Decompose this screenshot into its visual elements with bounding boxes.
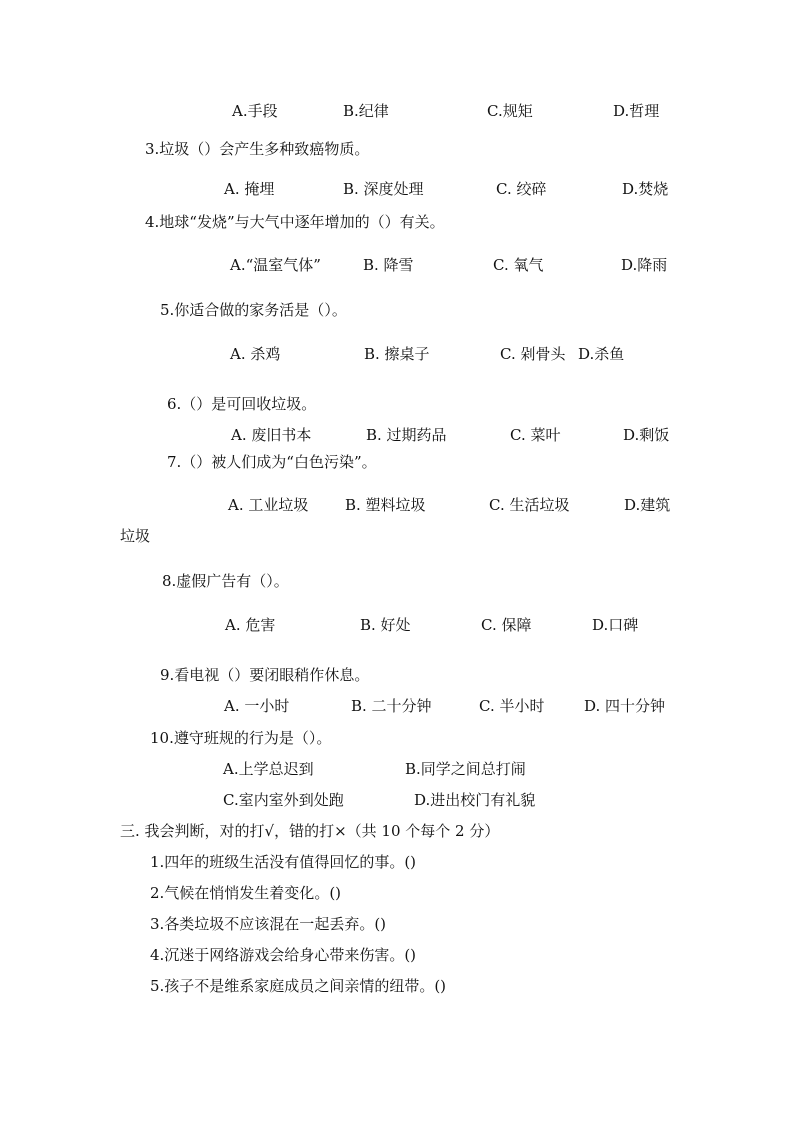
- q3-option-d: D.焚烧: [622, 180, 669, 198]
- q8-stem: 8.虚假广告有（）。: [162, 572, 289, 590]
- q7-option-d: D.建筑: [624, 496, 671, 514]
- q9-option-b: B. 二十分钟: [351, 697, 432, 715]
- q6-option-d: D.剩饭: [623, 426, 670, 444]
- q7-option-a: A. 工业垃圾: [228, 496, 309, 514]
- q8-option-b: B. 好处: [360, 616, 411, 634]
- q10-option-d: D.进出校门有礼貌: [414, 791, 536, 809]
- judgment-item-5: 5.孩子不是维系家庭成员之间亲情的纽带。(): [150, 977, 447, 995]
- q5-stem: 5.你适合做的家务活是（）。: [160, 301, 347, 319]
- q3-option-b: B. 深度处理: [343, 180, 424, 198]
- q3-stem: 3.垃圾（）会产生多种致癌物质。: [145, 140, 370, 158]
- q9-option-c: C. 半小时: [479, 697, 545, 715]
- q7-stem: 7.（）被人们成为“白色污染”。: [167, 453, 377, 471]
- q4-option-a: A.“温室气体”: [230, 256, 321, 274]
- q2-option-a: A.手段: [232, 102, 278, 120]
- q10-option-b: B.同学之间总打闹: [405, 760, 526, 778]
- q5-option-c: C. 剁骨头: [500, 345, 566, 363]
- q9-option-d: D. 四十分钟: [584, 697, 666, 715]
- q3-option-a: A. 掩埋: [224, 180, 275, 198]
- judgment-item-1: 1.四年的班级生活没有值得回忆的事。(): [150, 853, 417, 871]
- judgment-item-4: 4.沉迷于网络游戏会给身心带来伤害。(): [150, 946, 417, 964]
- q2-option-c: C.规矩: [487, 102, 533, 120]
- q5-option-d: D.杀鱼: [578, 345, 625, 363]
- q8-option-d: D.口碑: [592, 616, 639, 634]
- q7-option-b: B. 塑料垃圾: [345, 496, 426, 514]
- q6-option-a: A. 废旧书本: [231, 426, 312, 444]
- judgment-item-3: 3.各类垃圾不应该混在一起丢弃。(): [150, 915, 387, 933]
- q8-option-a: A. 危害: [225, 616, 276, 634]
- section-3-heading: 三. 我会判断，对的打√，错的打×（共 10 个每个 2 分）: [120, 822, 500, 840]
- q6-option-b: B. 过期药品: [366, 426, 447, 444]
- q2-option-b: B.纪律: [343, 102, 389, 120]
- q9-option-a: A. 一小时: [224, 697, 290, 715]
- q8-option-c: C. 保障: [481, 616, 532, 634]
- q7-option-d-wrap: 垃圾: [120, 527, 151, 545]
- q6-stem: 6.（）是可回收垃圾。: [167, 395, 317, 413]
- q10-option-c: C.室内室外到处跑: [223, 791, 344, 809]
- q10-option-a: A.上学总迟到: [223, 760, 314, 778]
- q9-stem: 9.看电视（）要闭眼稍作休息。: [160, 666, 370, 684]
- q4-option-b: B. 降雪: [363, 256, 414, 274]
- q3-option-c: C. 绞碎: [496, 180, 547, 198]
- judgment-item-2: 2.气候在悄悄发生着变化。(): [150, 884, 342, 902]
- q4-option-d: D.降雨: [621, 256, 668, 274]
- q10-stem: 10.遵守班规的行为是（）。: [150, 729, 332, 747]
- q7-option-c: C. 生活垃圾: [489, 496, 570, 514]
- q5-option-b: B. 擦桌子: [364, 345, 430, 363]
- q5-option-a: A. 杀鸡: [230, 345, 281, 363]
- q4-option-c: C. 氧气: [493, 256, 544, 274]
- q4-stem: 4.地球“发烧”与大气中逐年增加的（）有关。: [145, 213, 445, 231]
- q6-option-c: C. 菜叶: [510, 426, 561, 444]
- q2-option-d: D.哲理: [613, 102, 660, 120]
